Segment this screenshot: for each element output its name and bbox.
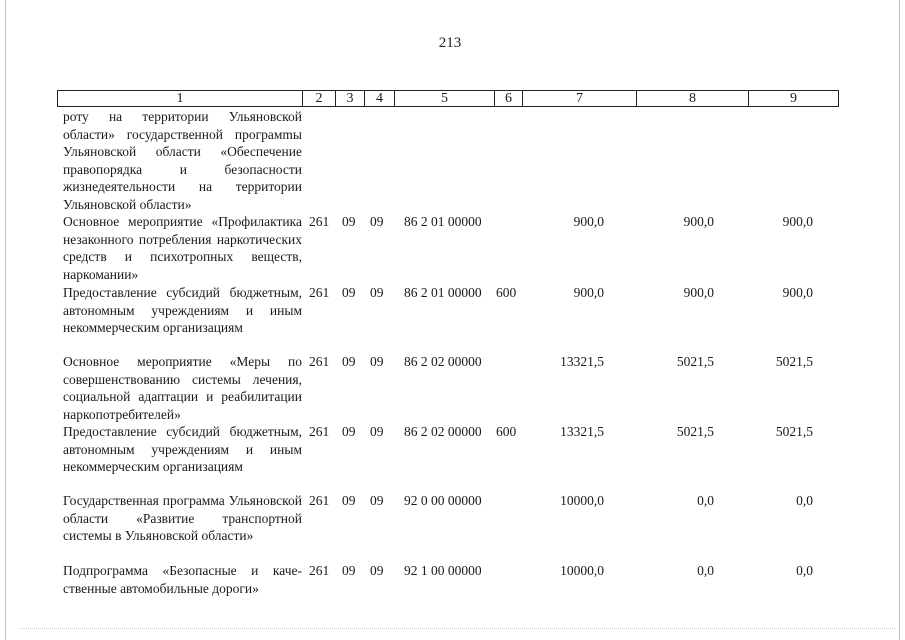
cell-expense-type: 600 xyxy=(496,424,517,439)
cell-section: 09 xyxy=(342,214,356,229)
column-header-9: 9 xyxy=(790,91,797,106)
column-header-5: 5 xyxy=(395,91,495,106)
cell-amount-8: 0,0 xyxy=(697,493,714,508)
cell-subsection: 09 xyxy=(370,354,384,369)
cell-subsection: 09 xyxy=(370,285,384,300)
cell-target-article: 86 2 01 00000 xyxy=(404,214,482,229)
row-description: Предоставление субсидий бюджетным, автономным учреждениям и иным некоммерческим организациям xyxy=(63,424,302,474)
page-left-edge xyxy=(5,0,6,640)
cell-amount-7: 13321,5 xyxy=(560,424,604,439)
page-number: 213 xyxy=(438,35,462,51)
cell-amount-8: 5021,5 xyxy=(676,354,714,369)
cell-amount-9: 0,0 xyxy=(796,493,813,508)
cell-amount-7: 13321,5 xyxy=(560,354,604,369)
cell-amount-9: 900,0 xyxy=(782,214,813,229)
cell-amount-8: 900,0 xyxy=(683,214,714,229)
cell-subsection: 09 xyxy=(370,424,384,439)
cell-ministry: 261 xyxy=(309,493,330,508)
cell-amount-8: 900,0 xyxy=(683,285,714,300)
cell-amount-7: 900,0 xyxy=(573,285,604,300)
row-description: Основное мероприятие «Меры по совершенствованию системы лечения, социальной адаптации и реабилитации наркопотребителей» xyxy=(63,354,302,422)
cell-ministry: 261 xyxy=(309,563,330,578)
cell-section: 09 xyxy=(342,493,356,508)
cell-ministry: 261 xyxy=(309,285,330,300)
cell-ministry: 261 xyxy=(309,424,330,439)
cell-amount-9: 5021,5 xyxy=(775,424,813,439)
cell-target-article: 92 0 00 00000 xyxy=(404,493,482,508)
cell-subsection: 09 xyxy=(370,493,384,508)
row-description: Основное мероприятие «Профилактика незаконного потребления наркотических средств и психотропных веществ, наркомании» xyxy=(63,214,302,282)
column-header-7: 7 xyxy=(523,91,637,106)
cell-amount-9: 5021,5 xyxy=(775,354,813,369)
cell-target-article: 86 2 02 00000 xyxy=(404,424,482,439)
cell-expense-type: 600 xyxy=(496,285,517,300)
cell-target-article: 86 2 02 00000 xyxy=(404,354,482,369)
cell-amount-9: 900,0 xyxy=(782,285,813,300)
column-header-4: 4 xyxy=(365,91,395,106)
row-description: Подпрограмма «Безопасные и качественные автомобильные дороги» xyxy=(63,563,302,596)
cell-section: 09 xyxy=(342,354,356,369)
row-description: Государственная программа Ульяновской области «Развитие транспортной системы в Ульяновской области» xyxy=(63,493,302,543)
scan-edge-line xyxy=(20,628,895,630)
cell-amount-7: 900,0 xyxy=(573,214,604,229)
table-header xyxy=(57,90,839,107)
cell-subsection: 09 xyxy=(370,214,384,229)
cell-section: 09 xyxy=(342,424,356,439)
cell-section: 09 xyxy=(342,563,356,578)
cell-target-article: 92 1 00 00000 xyxy=(404,563,482,578)
cell-section: 09 xyxy=(342,285,356,300)
cell-amount-7: 10000,0 xyxy=(560,493,604,508)
column-header-6: 6 xyxy=(495,91,523,106)
cell-amount-9: 0,0 xyxy=(796,563,813,578)
cell-subsection: 09 xyxy=(370,563,384,578)
row-description: роту на территории Ульяновской области» государственной програмmы Ульяновской области «Обеспечение правопорядка и безопасности жизнедеятельности на территории Ульяновской области» xyxy=(63,109,302,212)
cell-ministry: 261 xyxy=(309,354,330,369)
cell-amount-8: 0,0 xyxy=(697,563,714,578)
page-right-edge xyxy=(899,0,900,640)
cell-ministry: 261 xyxy=(309,214,330,229)
column-header-1: 1 xyxy=(58,91,303,106)
cell-target-article: 86 2 01 00000 xyxy=(404,285,482,300)
row-description: Предоставление субсидий бюджетным, автономным учреждениям и иным некоммерческим организациям xyxy=(63,285,302,335)
column-header-3: 3 xyxy=(336,91,365,106)
column-header-2: 2 xyxy=(303,91,336,106)
column-header-8: 8 xyxy=(637,91,749,106)
cell-amount-7: 10000,0 xyxy=(560,563,604,578)
cell-amount-8: 5021,5 xyxy=(676,424,714,439)
